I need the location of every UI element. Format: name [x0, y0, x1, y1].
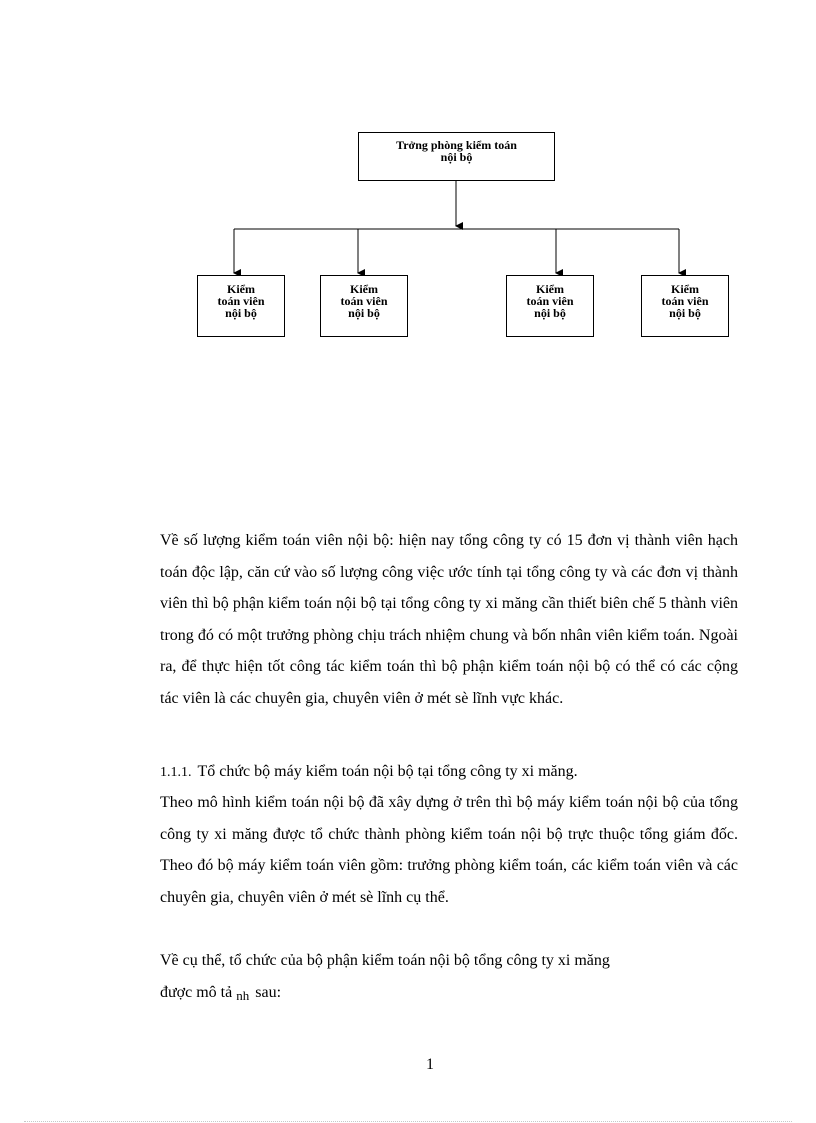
org-head-line2: nội bộ — [440, 150, 473, 164]
section-title: Tổ chức bộ máy kiểm toán nội bộ tại tổng công ty xi măng. — [197, 763, 578, 780]
page-bottom-edge — [24, 1121, 792, 1122]
org-member-line2: toán viên — [340, 294, 388, 308]
org-member-box-1 — [197, 275, 285, 337]
org-member-line3: nội bộ — [225, 306, 257, 320]
org-member-line1: Kiểm — [350, 282, 378, 296]
section-heading — [160, 756, 578, 789]
org-member-line2: toán viên — [526, 294, 574, 308]
paragraph-auditor-count: Về số lượng kiểm toán viên nội bộ: hiện nay tổng công ty có 15 đơn vị thành viên hạch toán độc lập, căn cứ vào số lượng công việc ước tính tại tổng công ty và các đơn vị thành viên thì bộ phận kiểm toán nội bộ tại tổng công ty xi măng cần thiết biên chế 5 thành viên trong đó có một trưởng phòng chịu trách nhiệm chung và bốn nhân viên kiểm toán. Ngoài ra, để thực hiện tốt công tác kiểm toán thì bộ phận kiểm toán nội bộ có thể có các cộng tác viên là các chuyên gia, chuyên viên ở mét sè lĩnh vực khác. — [160, 532, 738, 707]
paragraph-organization-model: Theo mô hình kiểm toán nội bộ đã xây dựng ở trên thì bộ máy kiểm toán nội bộ của tổng công ty xi măng được tổ chức thành phòng kiểm toán nội bộ trực thuộc tổng giám đốc. Theo đó bộ máy kiểm toán viên gồm: trưởng phòng kiểm toán, các kiểm toán viên và các chuyên gia, chuyên viên ở mét sè lĩnh cụ thể. — [160, 794, 738, 906]
paragraph-described-as — [160, 977, 281, 1009]
org-member-box-2 — [320, 275, 408, 337]
org-member-box-3 — [506, 275, 594, 337]
paragraph-organization-detail: Về cụ thể, tổ chức của bộ phận kiểm toán nội bộ tổng công ty xi măng — [160, 952, 610, 969]
org-member-line2: toán viên — [661, 294, 709, 308]
org-member-line3: nội bộ — [534, 306, 566, 320]
described-end: sau: — [255, 984, 282, 1001]
org-chart-connectors — [0, 0, 816, 400]
org-member-box-4 — [641, 275, 729, 337]
org-member-line2: toán viên — [217, 294, 265, 308]
section-number: 1.1.1. — [160, 765, 192, 780]
org-member-line3: nội bộ — [348, 306, 380, 320]
org-member-line1: Kiểm — [227, 282, 255, 296]
page-number: 1 — [426, 1056, 434, 1073]
org-head-box — [358, 132, 555, 181]
org-head-line1: Trởng phòng kiểm toán — [396, 138, 517, 152]
org-member-line1: Kiểm — [536, 282, 564, 296]
org-member-line1: Kiểm — [671, 282, 699, 296]
described-start: được mô tả — [160, 984, 233, 1001]
described-sub: nh — [236, 988, 250, 1003]
org-member-line3: nội bộ — [669, 306, 701, 320]
